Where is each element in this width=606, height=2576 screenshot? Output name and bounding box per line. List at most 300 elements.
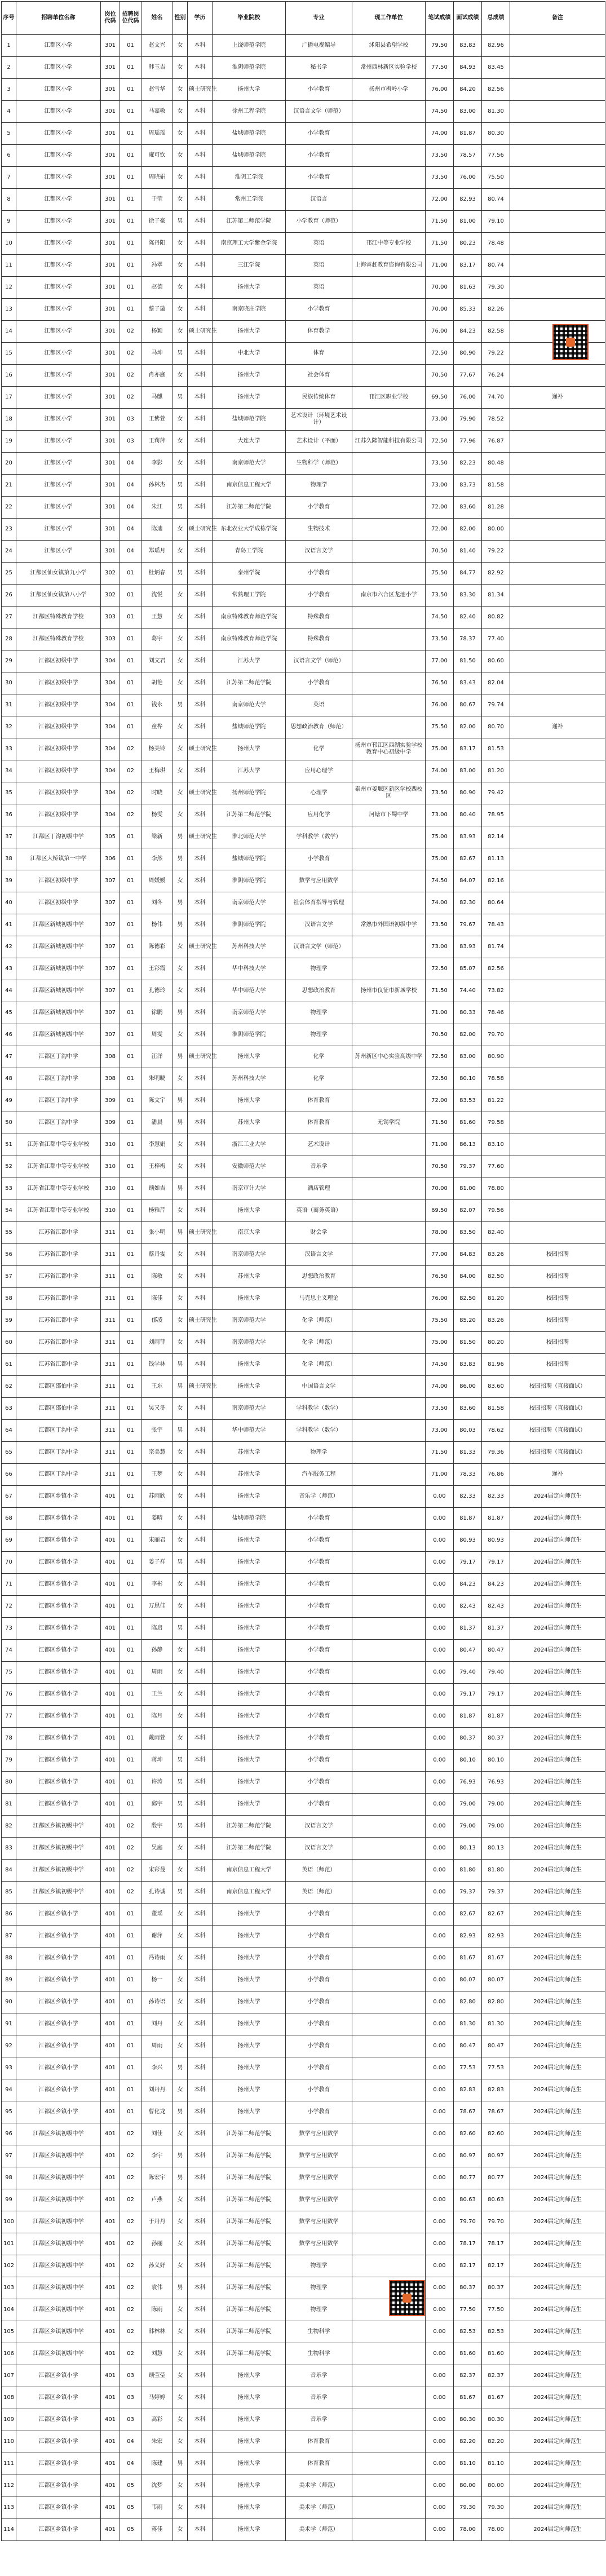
table-cell: 南京信息工程大学 <box>213 1882 286 1904</box>
table-cell: 女 <box>173 980 188 1002</box>
table-cell: 401 <box>101 1596 120 1618</box>
table-cell: 小学教育 <box>286 1574 352 1596</box>
table-cell: 0.00 <box>426 2057 454 2079</box>
table-cell: 南京师范大学 <box>213 694 286 716</box>
table-cell: 男 <box>173 2277 188 2299</box>
table-cell: 82.43 <box>482 1596 510 1618</box>
table-cell: 本科 <box>188 453 213 475</box>
table-cell: 淮阴师范学院 <box>213 57 286 79</box>
table-cell: 2024届定向师范生 <box>510 1772 605 1794</box>
table-cell: 23 <box>2 519 16 541</box>
table-cell: 王慧 <box>141 607 173 628</box>
table-cell: 校园招聘（直接面试） <box>510 1398 605 1420</box>
table-cell: 本科 <box>188 1969 213 1991</box>
table-cell: 84.23 <box>482 1574 510 1596</box>
table-cell: 56 <box>2 1244 16 1266</box>
table-cell: 刘丹丹 <box>141 2079 173 2101</box>
table-cell: 杨雅芹 <box>141 1200 173 1222</box>
table-cell: 83.60 <box>482 1376 510 1398</box>
column-header: 性别 <box>173 2 188 35</box>
table-cell: 20 <box>2 453 16 475</box>
table-cell: 女 <box>173 738 188 760</box>
table-cell: 83.26 <box>482 1244 510 1266</box>
table-cell: 生物科学 <box>286 2343 352 2365</box>
table-cell: 78.95 <box>482 804 510 826</box>
table-cell: 女 <box>173 1244 188 1266</box>
table-cell: 江都区大桥镇第一中学 <box>16 848 101 870</box>
table-cell: 江都区小学 <box>16 321 101 343</box>
table-cell: 扬州大学 <box>213 1046 286 1068</box>
table-cell: 周瑶瑶 <box>141 123 173 145</box>
table-cell: 0.00 <box>426 1596 454 1618</box>
table-cell: 80.00 <box>482 519 510 541</box>
table-cell: 江都区特殊教育学校 <box>16 628 101 650</box>
table-cell: 401 <box>101 1486 120 1508</box>
table-row <box>2 1134 605 1156</box>
table-cell: 80.07 <box>454 1969 482 1991</box>
table-cell: 体育教育 <box>286 2431 352 2453</box>
table-row <box>2 343 605 365</box>
table-cell: 盐城师范学院 <box>213 145 286 167</box>
table-cell: 77.96 <box>454 431 482 453</box>
table-cell: 54 <box>2 1200 16 1222</box>
table-cell: 301 <box>101 497 120 519</box>
table-cell: 0.00 <box>426 1860 454 1882</box>
table-cell: 陈德彩 <box>141 936 173 958</box>
table-cell: 本科 <box>188 475 213 497</box>
table-cell: 江都区初级中学 <box>16 782 101 804</box>
table-cell: 21 <box>2 475 16 497</box>
table-cell: 邗江区职业学校 <box>352 387 426 409</box>
table-cell: 401 <box>101 1838 120 1860</box>
table-cell <box>510 826 605 848</box>
table-cell: 0.00 <box>426 1486 454 1508</box>
table-cell: 扬州大学 <box>213 738 286 760</box>
table-cell: 01 <box>120 1200 141 1222</box>
table-cell: 淮北师范大学 <box>213 826 286 848</box>
table-cell: 0.00 <box>426 2211 454 2233</box>
table-cell: 01 <box>120 1706 141 1728</box>
table-cell: 0.00 <box>426 2123 454 2145</box>
results-table <box>1 1 605 2541</box>
table-cell <box>352 101 426 123</box>
table-cell <box>352 277 426 299</box>
table-cell: 本科 <box>188 1838 213 1860</box>
table-cell: 01 <box>120 1750 141 1772</box>
table-cell: 41 <box>2 914 16 936</box>
table-cell <box>352 1288 426 1310</box>
table-cell: 物理学 <box>286 475 352 497</box>
table-cell: 401 <box>101 1574 120 1596</box>
table-cell: 12 <box>2 277 16 299</box>
table-cell: 本科 <box>188 628 213 650</box>
table-cell: 汉语言文学（师范） <box>286 650 352 672</box>
table-cell <box>352 2167 426 2189</box>
table-cell: 01 <box>120 101 141 123</box>
table-cell: 01 <box>120 35 141 57</box>
table-cell: 江都区初级中学 <box>16 672 101 694</box>
table-cell <box>352 2189 426 2211</box>
table-cell: 小学教育 <box>286 1969 352 1991</box>
table-row <box>2 2167 605 2189</box>
table-cell: 44 <box>2 980 16 1002</box>
table-cell: 女 <box>173 2211 188 2233</box>
table-cell: 79.40 <box>454 1662 482 1684</box>
table-cell: 生物科学（师范） <box>286 453 352 475</box>
table-cell: 01 <box>120 1904 141 1926</box>
table-cell: 蒋佳 <box>141 2519 173 2541</box>
table-cell: 02 <box>120 2255 141 2277</box>
table-cell: 02 <box>120 738 141 760</box>
table-cell: 0.00 <box>426 2167 454 2189</box>
table-cell: 男 <box>173 1002 188 1024</box>
table-cell: 79.70 <box>482 1024 510 1046</box>
table-cell: 301 <box>101 123 120 145</box>
table-cell: 曹化龙 <box>141 2101 173 2123</box>
table-cell: 本科 <box>188 497 213 519</box>
table-row <box>2 233 605 255</box>
table-cell: 76.00 <box>454 167 482 189</box>
table-row <box>2 1706 605 1728</box>
table-cell: 孙诗语 <box>141 1991 173 2013</box>
table-cell: 周晓娟 <box>141 167 173 189</box>
table-cell: 01 <box>120 1046 141 1068</box>
table-cell: 73.50 <box>426 782 454 804</box>
table-cell: 01 <box>120 79 141 101</box>
table-cell: 80.63 <box>482 2189 510 2211</box>
table-cell: 401 <box>101 2453 120 2475</box>
table-cell: 本科 <box>188 1816 213 1838</box>
table-cell: 邱宇 <box>141 1794 173 1816</box>
table-cell: 江苏省江都中等专业学校 <box>16 1134 101 1156</box>
table-cell: 本科 <box>188 2079 213 2101</box>
table-cell: 74.00 <box>426 1376 454 1398</box>
table-cell: 本科 <box>188 365 213 387</box>
table-cell <box>510 628 605 650</box>
table-cell: 校园招聘（直接面试） <box>510 1376 605 1398</box>
table-cell: 扬州大学 <box>213 2101 286 2123</box>
table-cell: 81.58 <box>482 1398 510 1420</box>
table-cell: 本科 <box>188 716 213 738</box>
table-cell: 2024届定向师范生 <box>510 2035 605 2057</box>
table-cell: 校园招聘（直接面试） <box>510 1420 605 1442</box>
table-cell <box>352 2519 426 2541</box>
table-cell: 英语（师范） <box>286 1882 352 1904</box>
table-cell: 45 <box>2 1002 16 1024</box>
table-cell: 邗江中等专业学校 <box>352 233 426 255</box>
table-cell: 02 <box>120 782 141 804</box>
table-cell: 2024届定向师范生 <box>510 1596 605 1618</box>
table-cell <box>510 1112 605 1134</box>
table-cell: 本科 <box>188 2453 213 2475</box>
table-cell: 01 <box>120 1530 141 1552</box>
table-cell: 本科 <box>188 409 213 431</box>
table-cell: 02 <box>120 2145 141 2167</box>
table-cell: 江苏久隆智能科技有限公司 <box>352 431 426 453</box>
table-cell: 心理学 <box>286 782 352 804</box>
table-cell: 周雨 <box>141 1662 173 1684</box>
table-cell: 盐城师范学院 <box>213 123 286 145</box>
table-cell: 江都区初级中学 <box>16 716 101 738</box>
table-cell: 82.17 <box>454 2255 482 2277</box>
table-cell: 江都区乡镇小学 <box>16 1552 101 1574</box>
table-cell: 76.00 <box>426 79 454 101</box>
table-cell: 男 <box>173 892 188 914</box>
table-cell: 85.33 <box>454 299 482 321</box>
table-cell: 小学教育 <box>286 1904 352 1926</box>
table-row <box>2 1574 605 1596</box>
table-cell <box>510 1156 605 1178</box>
table-cell: 79.00 <box>454 1816 482 1838</box>
table-cell: 401 <box>101 2079 120 2101</box>
table-cell: 小学教育 <box>286 1728 352 1750</box>
table-cell <box>352 1772 426 1794</box>
table-cell: 男 <box>173 2145 188 2167</box>
table-cell: 72.00 <box>426 189 454 211</box>
table-cell <box>352 848 426 870</box>
table-cell: 0.00 <box>426 2013 454 2035</box>
table-cell: 80.10 <box>454 1750 482 1772</box>
table-cell: 社会体育 <box>286 365 352 387</box>
table-cell: 83.60 <box>454 497 482 519</box>
table-cell: 冯诗雨 <box>141 1948 173 1969</box>
table-cell: 江都区乡镇初级中学 <box>16 2211 101 2233</box>
table-cell: 19 <box>2 431 16 453</box>
table-cell: 79.70 <box>454 2211 482 2233</box>
table-cell <box>352 123 426 145</box>
table-cell: 84.83 <box>454 1244 482 1266</box>
table-cell: 02 <box>120 2211 141 2233</box>
table-cell: 81.53 <box>482 738 510 760</box>
table-cell: 95 <box>2 2101 16 2123</box>
table-cell: 本科 <box>188 1530 213 1552</box>
table-cell: 75.00 <box>426 848 454 870</box>
table-cell: 84.77 <box>454 563 482 585</box>
table-cell: 姜子祥 <box>141 1552 173 1574</box>
table-cell: 音乐学 <box>286 2365 352 2387</box>
table-row <box>2 321 605 343</box>
table-cell: 301 <box>101 321 120 343</box>
table-cell: 47 <box>2 1046 16 1068</box>
table-cell <box>510 650 605 672</box>
table-cell: 本科 <box>188 343 213 365</box>
table-cell: 小学教育 <box>286 1750 352 1772</box>
table-row <box>2 2035 605 2057</box>
table-cell: 江都区小学 <box>16 453 101 475</box>
table-cell: 体育教育 <box>286 2453 352 2475</box>
table-cell: 22 <box>2 497 16 519</box>
table-cell: 0.00 <box>426 2497 454 2519</box>
table-cell: 48 <box>2 1068 16 1090</box>
table-cell: 01 <box>120 1772 141 1794</box>
table-cell: 江都区乡镇小学 <box>16 1530 101 1552</box>
table-cell: 01 <box>120 958 141 980</box>
table-cell: 女 <box>173 1728 188 1750</box>
table-cell: 女 <box>173 760 188 782</box>
table-cell: 75.50 <box>426 1310 454 1332</box>
table-cell: 扬州大学 <box>213 1662 286 1684</box>
table-cell: 陈宏宇 <box>141 2167 173 2189</box>
table-cell: 81.87 <box>454 1706 482 1728</box>
table-cell <box>352 2497 426 2519</box>
table-cell <box>510 409 605 431</box>
table-cell: 女 <box>173 2321 188 2343</box>
table-cell: 111 <box>2 2453 16 2475</box>
table-cell: 江都区乡镇初级中学 <box>16 2343 101 2365</box>
table-row <box>2 431 605 453</box>
table-cell: 扬州大学 <box>213 2519 286 2541</box>
table-cell: 86.13 <box>454 1134 482 1156</box>
table-cell: 小学教育 <box>286 1640 352 1662</box>
table-cell: 江苏省江都中学 <box>16 1266 101 1288</box>
table-cell: 80.48 <box>482 453 510 475</box>
table-cell: 02 <box>120 2321 141 2343</box>
table-cell <box>352 1068 426 1090</box>
table-cell: 0.00 <box>426 1882 454 1904</box>
table-cell <box>352 189 426 211</box>
table-cell: 71.00 <box>426 255 454 277</box>
table-cell: 80.77 <box>454 2167 482 2189</box>
table-cell: 杨美铃 <box>141 738 173 760</box>
table-cell: 73.50 <box>426 628 454 650</box>
table-cell: 110 <box>2 2431 16 2453</box>
table-cell: 73.00 <box>426 409 454 431</box>
table-cell: 74.50 <box>426 101 454 123</box>
table-cell: 79.36 <box>482 1442 510 1464</box>
table-cell: 泰州学院 <box>213 563 286 585</box>
table-cell: 2024届定向师范生 <box>510 2431 605 2453</box>
table-header-row <box>2 2 605 35</box>
table-cell: 江都区新城初级中学 <box>16 958 101 980</box>
table-cell: 苏州大学 <box>213 1266 286 1288</box>
table-cell: 68 <box>2 1508 16 1530</box>
table-cell: 311 <box>101 1266 120 1288</box>
table-cell <box>510 782 605 804</box>
table-cell: 本科 <box>188 1200 213 1222</box>
table-cell: 80.37 <box>454 1728 482 1750</box>
table-cell: 孔德玲 <box>141 980 173 1002</box>
table-cell: 小学教育 <box>286 123 352 145</box>
table-cell: 78.00 <box>482 2519 510 2541</box>
table-cell: 郁凌 <box>141 1310 173 1332</box>
table-row <box>2 1486 605 1508</box>
table-cell: 34 <box>2 760 16 782</box>
table-cell: 02 <box>120 321 141 343</box>
table-cell: 79.67 <box>454 914 482 936</box>
table-cell: 78.67 <box>454 2101 482 2123</box>
table-cell: 80.70 <box>482 716 510 738</box>
table-cell: 01 <box>120 892 141 914</box>
table-cell: 81.63 <box>454 277 482 299</box>
table-cell: 小学教育 <box>286 2057 352 2079</box>
table-cell: 01 <box>120 211 141 233</box>
table-cell: 生物科学 <box>286 2321 352 2343</box>
table-cell <box>352 453 426 475</box>
table-cell: 周雯 <box>141 1024 173 1046</box>
table-cell: 79.30 <box>482 2497 510 2519</box>
table-cell: 0.00 <box>426 2387 454 2409</box>
table-cell: 化学 <box>286 1068 352 1090</box>
table-cell: 2024届定向师范生 <box>510 2365 605 2387</box>
table-cell: 扬州大学 <box>213 2013 286 2035</box>
table-cell: 52 <box>2 1156 16 1178</box>
table-cell <box>352 1134 426 1156</box>
table-cell: 女 <box>173 123 188 145</box>
table-cell: 2024届定向师范生 <box>510 1948 605 1969</box>
table-cell: 75 <box>2 1662 16 1684</box>
table-cell: 80.10 <box>482 1750 510 1772</box>
table-cell: 英语（商务英语） <box>286 1200 352 1222</box>
table-cell: 女 <box>173 2233 188 2255</box>
table-cell: 校园招聘 <box>510 1354 605 1376</box>
table-cell: 82.23 <box>454 453 482 475</box>
table-cell: 华中师范大学 <box>213 980 286 1002</box>
table-row <box>2 1266 605 1288</box>
table-cell: 2024届定向师范生 <box>510 2101 605 2123</box>
table-cell: 72.00 <box>426 497 454 519</box>
table-cell: 男 <box>173 1046 188 1068</box>
table-cell: 本科 <box>188 1574 213 1596</box>
table-cell: 108 <box>2 2387 16 2409</box>
table-cell: 112 <box>2 2475 16 2497</box>
table-cell: 85.07 <box>454 958 482 980</box>
table-cell: 83 <box>2 1838 16 1860</box>
table-cell: 高彩 <box>141 2409 173 2431</box>
table-row <box>2 79 605 101</box>
table-cell: 01 <box>120 607 141 628</box>
table-cell: 江都区乡镇小学 <box>16 2519 101 2541</box>
table-cell: 淮阴师范学院 <box>213 914 286 936</box>
table-cell: 硕士研究生 <box>188 79 213 101</box>
table-cell: 81.10 <box>482 2453 510 2475</box>
table-cell: 本科 <box>188 145 213 167</box>
table-cell: 82.16 <box>482 870 510 892</box>
table-cell: 马嘉敏 <box>141 101 173 123</box>
table-cell: 艺术设计 <box>286 1134 352 1156</box>
table-cell: 106 <box>2 2343 16 2365</box>
table-cell: 93 <box>2 2057 16 2079</box>
table-cell: 0.00 <box>426 1794 454 1816</box>
table-cell: 77.40 <box>482 628 510 650</box>
table-cell: 310 <box>101 1156 120 1178</box>
table-cell: 本科 <box>188 2299 213 2321</box>
table-cell: 本科 <box>188 1552 213 1574</box>
table-cell: 301 <box>101 343 120 365</box>
table-cell: 江苏第二师范学院 <box>213 2211 286 2233</box>
table-cell: 77 <box>2 1706 16 1728</box>
table-cell: 83.00 <box>454 1046 482 1068</box>
table-cell: 小学教育 <box>286 1552 352 1574</box>
table-cell: 80.00 <box>482 2475 510 2497</box>
table-cell <box>352 1420 426 1442</box>
table-cell: 江都区乡镇小学 <box>16 2057 101 2079</box>
table-cell: 02 <box>120 2343 141 2365</box>
table-cell: 万思佳 <box>141 1596 173 1618</box>
table-cell: 江苏省江都中等专业学校 <box>16 1156 101 1178</box>
table-cell: 73.82 <box>482 980 510 1002</box>
table-cell: 80.30 <box>454 2409 482 2431</box>
table-cell: 女 <box>173 519 188 541</box>
table-row <box>2 2519 605 2541</box>
table-cell: 82.53 <box>454 2321 482 2343</box>
table-cell: 男 <box>173 1552 188 1574</box>
table-cell: 01 <box>120 870 141 892</box>
table-cell: 时晓 <box>141 782 173 804</box>
table-cell: 戴雨萱 <box>141 1728 173 1750</box>
table-cell <box>352 1552 426 1574</box>
table-cell: 江都区乡镇小学 <box>16 2365 101 2387</box>
table-cell: 81.60 <box>482 2343 510 2365</box>
